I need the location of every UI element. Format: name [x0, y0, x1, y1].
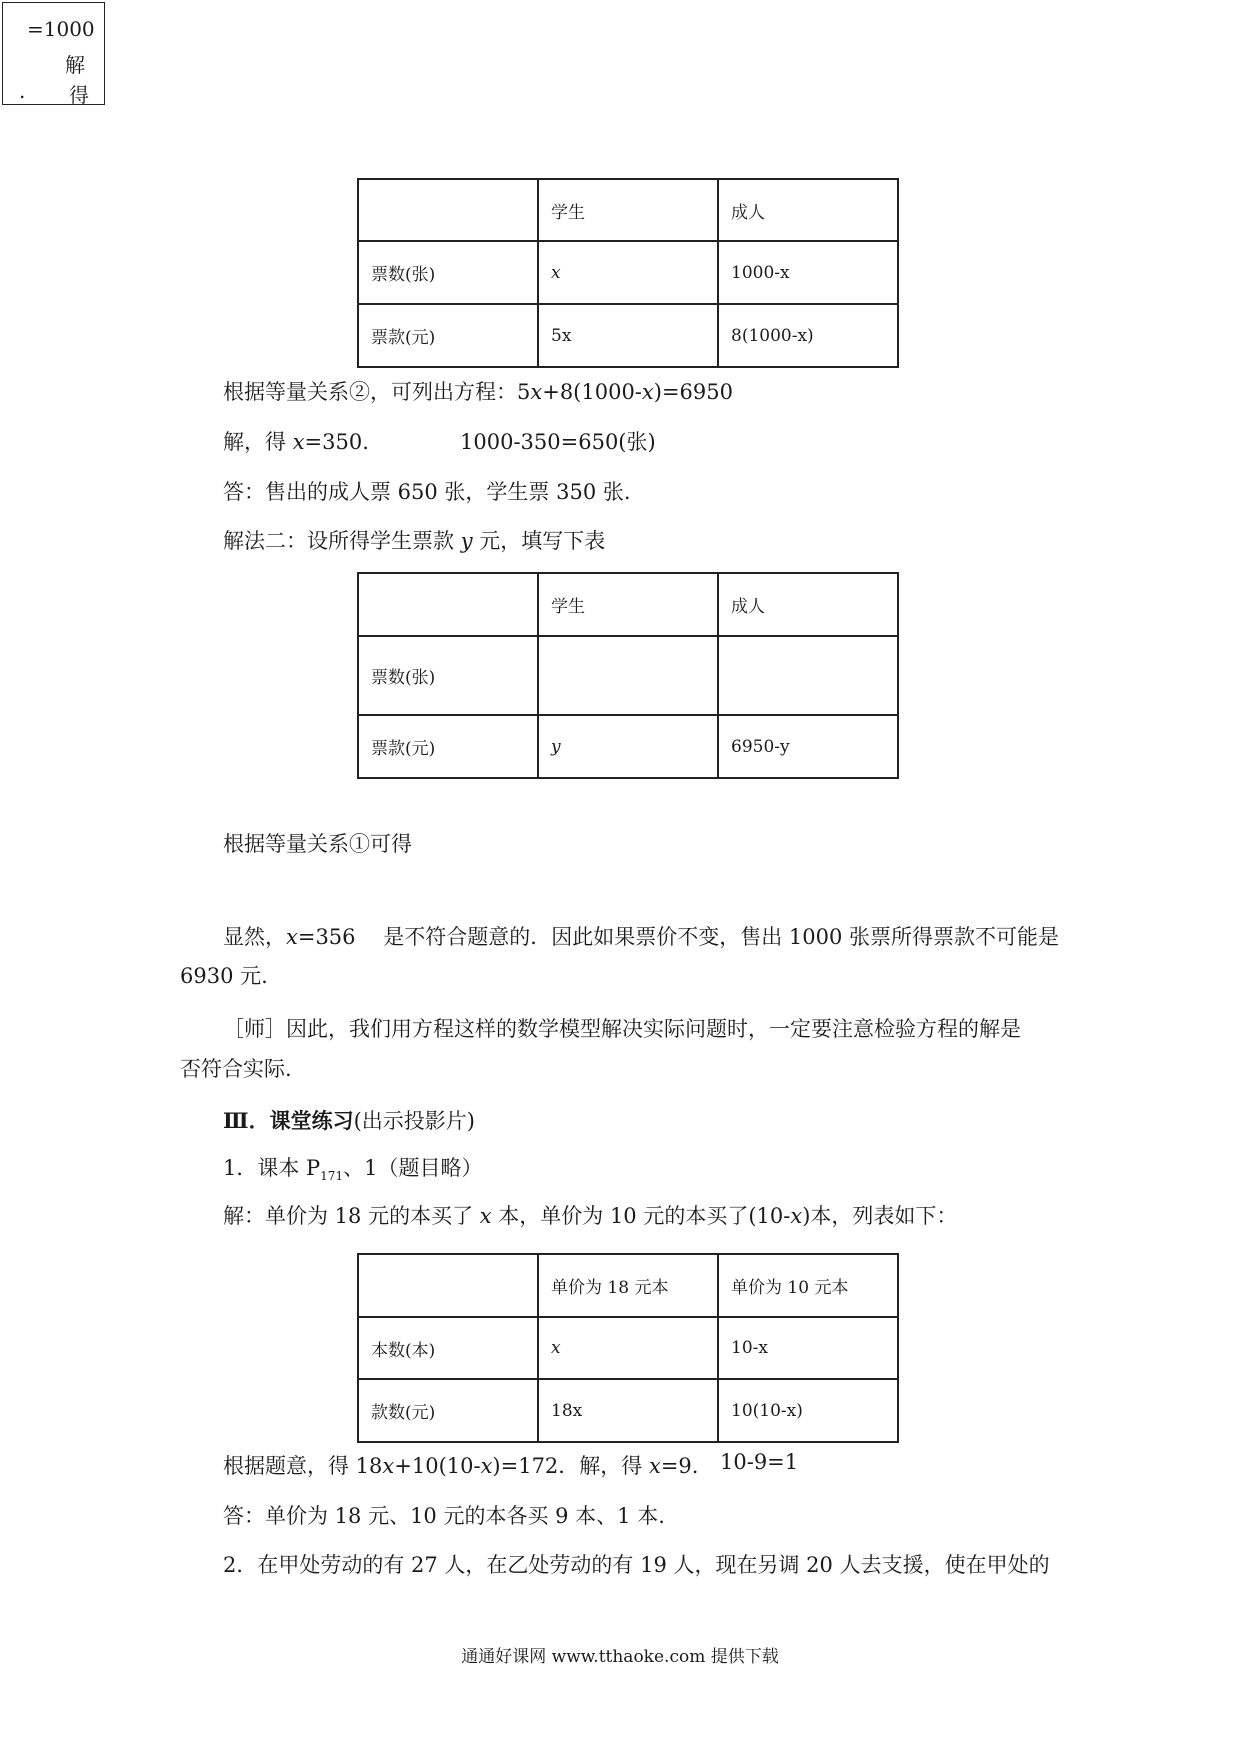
table-cell: 6950-y: [718, 715, 898, 778]
text-segment: 元，填写下表: [472, 529, 606, 553]
table-row: [358, 304, 898, 367]
table-cell: 5x: [538, 304, 718, 367]
text-segment: )本，列表如下：: [802, 1204, 958, 1228]
obvious-line-cont: 6930 元.: [180, 964, 268, 988]
table-cell: 学生: [538, 179, 718, 241]
table-row: [358, 241, 898, 304]
answer-line-2: 答：单价为 18 元、10 元的本各买 9 本、1 本.: [223, 1504, 665, 1528]
variable-x: x: [641, 380, 654, 404]
text-segment: 显然，: [223, 925, 286, 949]
corner-text-4: 得: [69, 83, 89, 107]
variable-x: x: [648, 1454, 661, 1478]
table-cell: 10(10-x): [718, 1379, 898, 1442]
table-cell: [538, 636, 718, 715]
table-cell: 款数(元): [358, 1379, 538, 1442]
table-row: [358, 636, 898, 715]
teacher-line-cont: 否符合实际.: [180, 1057, 292, 1081]
section-heading: [223, 1105, 475, 1135]
obvious-line: [223, 921, 1059, 951]
corner-fragment-box: [2, 2, 105, 105]
table-row: [358, 1379, 898, 1442]
exercise-1-line: [223, 1152, 482, 1183]
variable-x: x: [382, 1454, 395, 1478]
table-cell: 本数(本): [358, 1317, 538, 1379]
exercise-1-solution-line: [223, 1200, 957, 1230]
teacher-line: ［师］因此，我们用方程这样的数学模型解决实际问题时，一定要注意检验方程的解是: [223, 1017, 1021, 1041]
table-cell: y: [538, 715, 718, 778]
table-row: [358, 1254, 898, 1317]
table-cell: 18x: [538, 1379, 718, 1442]
table-cell: x: [538, 241, 718, 304]
table-cell: 票款(元): [358, 304, 538, 367]
text-segment: =350.: [304, 430, 369, 454]
variable-x: x: [292, 430, 305, 454]
variable-x: x: [790, 1204, 803, 1228]
text-segment: =356 是不符合题意的．因此如果票价不变，售出 1000 张票所得票款不可能是: [297, 925, 1059, 949]
section-title: Ⅲ．课堂练习: [223, 1108, 354, 1133]
section-note: (出示投影片): [353, 1109, 475, 1133]
table-cell: 成人: [718, 573, 898, 636]
book-price-table: [357, 1253, 899, 1443]
answer-line-1: 答：售出的成人票 650 张，学生票 350 张.: [223, 480, 631, 504]
table-cell: [358, 573, 538, 636]
table-cell: 学生: [538, 573, 718, 636]
solution-line-1: [223, 426, 369, 456]
table-cell: 票数(张): [358, 241, 538, 304]
table-row: [358, 715, 898, 778]
ticket-table-1: [357, 178, 899, 368]
table-row: [358, 179, 898, 241]
variable-x: x: [479, 1204, 492, 1228]
table-cell: [358, 179, 538, 241]
ticket-table-2: [357, 572, 899, 779]
solution-line-1-result: 1000-350=650(张): [460, 430, 656, 454]
table-cell: 10-x: [718, 1317, 898, 1379]
text-segment: 1．课本 P: [223, 1156, 321, 1180]
text-segment: +10(10-: [394, 1454, 481, 1478]
text-segment: 根据题意，得 18: [223, 1454, 383, 1478]
table-row: [358, 573, 898, 636]
text-segment: +8(1000-: [542, 380, 642, 404]
exercise-1-equation-result: 10-9=1: [720, 1450, 799, 1474]
exercise-1-equation-line: [223, 1450, 698, 1480]
text-segment: )=172．解，得: [492, 1454, 649, 1478]
equation-line-1: [223, 376, 733, 406]
relation-line: 根据等量关系①可得: [223, 832, 412, 856]
table-cell: 成人: [718, 179, 898, 241]
table-cell: [358, 1254, 538, 1317]
text-segment: )=6950: [653, 380, 733, 404]
variable-x: x: [530, 380, 543, 404]
text-segment: 解，得: [223, 430, 293, 454]
variable-x: x: [286, 925, 298, 949]
page-subscript: 171: [320, 1169, 344, 1184]
table-cell: 8(1000-x): [718, 304, 898, 367]
corner-text-3: .: [19, 79, 26, 103]
corner-text-2: 解: [65, 53, 85, 77]
text-segment: 本，单价为 10 元的本买了(10-: [491, 1204, 791, 1228]
table-cell: 票数(张): [358, 636, 538, 715]
text-segment: =9.: [660, 1454, 699, 1478]
table-cell: 单价为 10 元本: [718, 1254, 898, 1317]
corner-text-1: =1000: [27, 17, 95, 41]
variable-y: y: [460, 529, 473, 553]
text-segment: 根据等量关系②，可列出方程：5: [223, 380, 531, 404]
text-segment: 解法二：设所得学生票款: [223, 529, 461, 553]
variable-x: x: [480, 1454, 493, 1478]
table-cell: 票款(元): [358, 715, 538, 778]
table-cell: 单价为 18 元本: [538, 1254, 718, 1317]
text-segment: 解：单价为 18 元的本买了: [223, 1204, 480, 1228]
table-row: [358, 1317, 898, 1379]
table-cell: x: [538, 1317, 718, 1379]
text-segment: 、1（题目略）: [343, 1156, 483, 1180]
table-cell: 1000-x: [718, 241, 898, 304]
page-footer: 通通好课网 www.tthaoke.com 提供下载: [461, 1647, 779, 1667]
method-two-line: [223, 525, 605, 555]
exercise-2-line: 2．在甲处劳动的有 27 人，在乙处劳动的有 19 人，现在另调 20 人去支援，使在甲处的: [223, 1553, 1050, 1577]
table-cell: [718, 636, 898, 715]
